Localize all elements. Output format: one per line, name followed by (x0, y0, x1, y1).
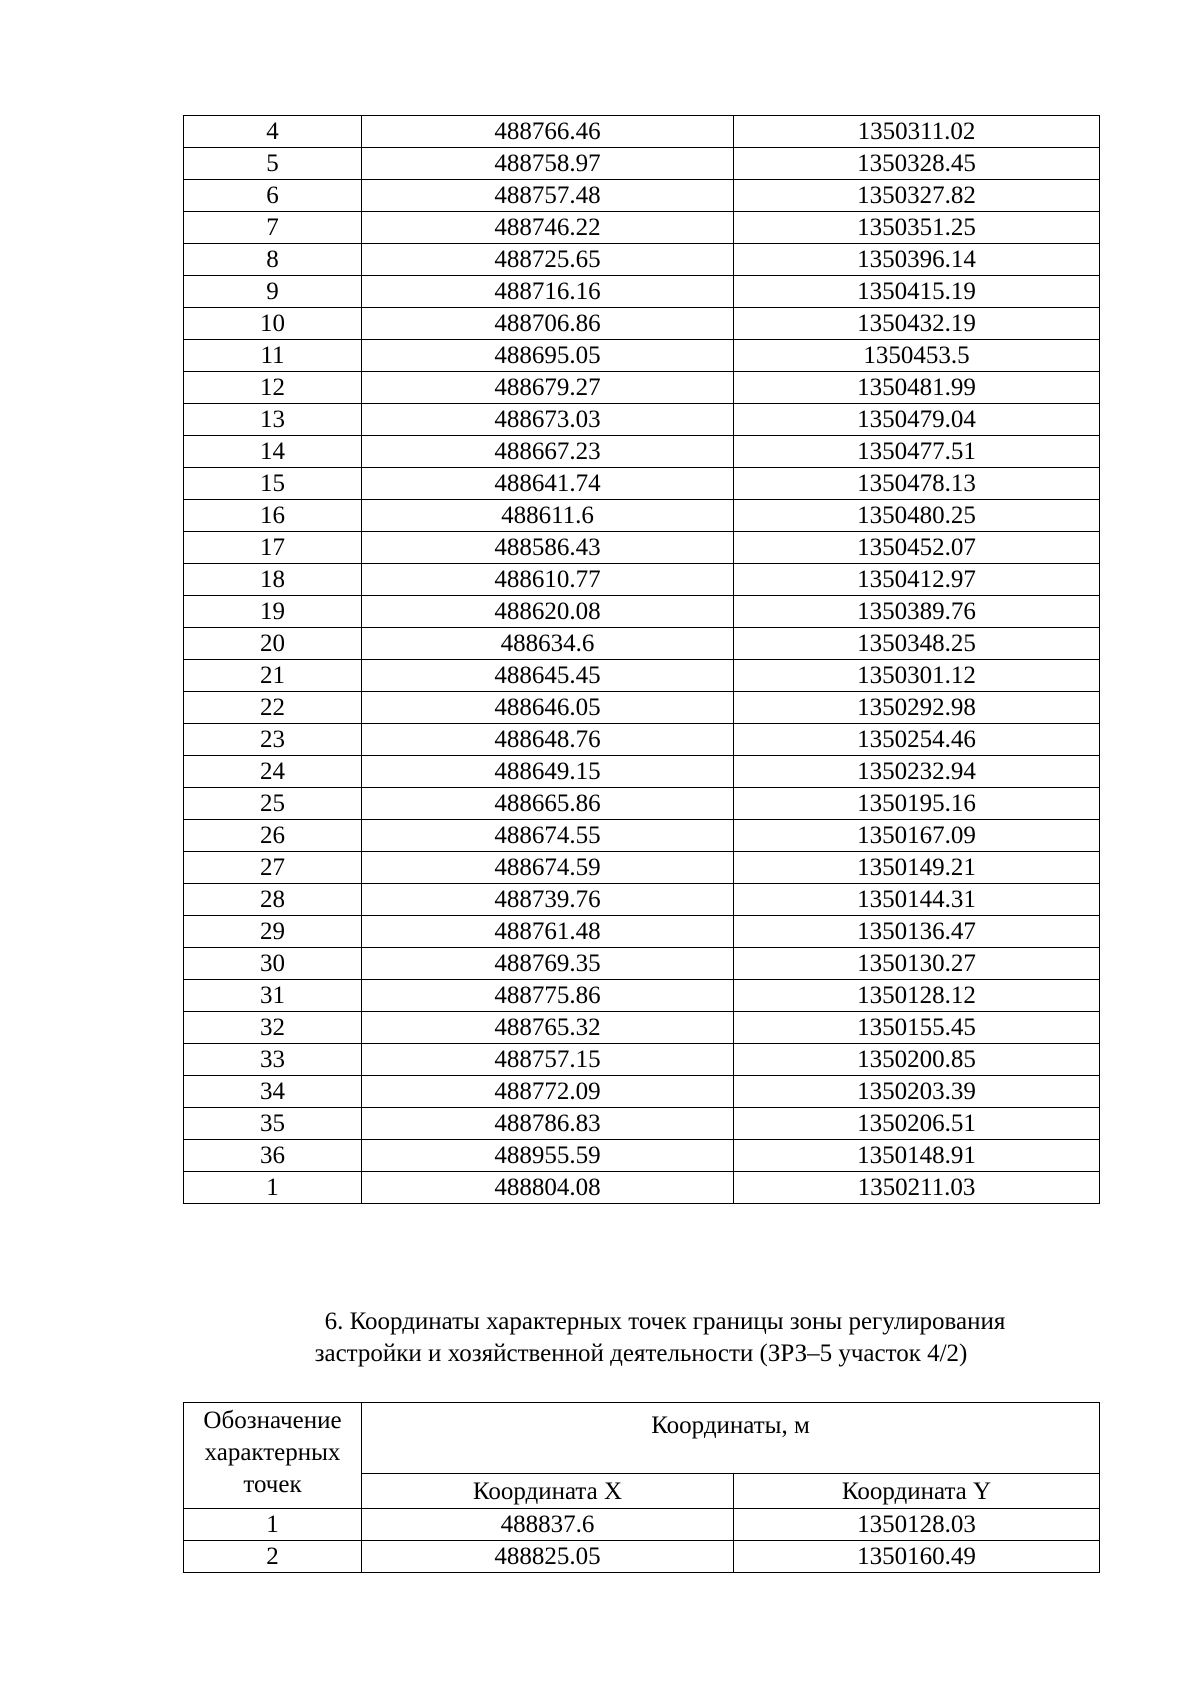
table-row (184, 404, 1100, 436)
table-row (184, 628, 1100, 660)
coordinates-table-body (184, 1509, 1100, 1573)
point-number-cell: 19 (184, 596, 362, 628)
coordinate-y-cell: 1350478.13 (734, 468, 1100, 500)
table-row (184, 1012, 1100, 1044)
coordinate-y-cell: 1350412.97 (734, 564, 1100, 596)
coordinate-y-cell: 1350479.04 (734, 404, 1100, 436)
table-row (184, 1509, 1100, 1541)
coordinate-y-cell: 1350149.21 (734, 852, 1100, 884)
coordinate-y-cell: 1350206.51 (734, 1108, 1100, 1140)
coordinate-y-cell: 1350128.12 (734, 980, 1100, 1012)
coordinate-y-cell: 1350232.94 (734, 756, 1100, 788)
table-row (184, 212, 1100, 244)
coordinates-table-body (184, 116, 1100, 1204)
coordinate-x-cell: 488706.86 (362, 308, 734, 340)
point-number-cell: 2 (184, 1541, 362, 1573)
table-row (184, 244, 1100, 276)
table-row (184, 788, 1100, 820)
table-row (184, 980, 1100, 1012)
point-number-cell: 15 (184, 468, 362, 500)
coordinate-x-cell: 488758.97 (362, 148, 734, 180)
coordinate-x-cell: 488761.48 (362, 916, 734, 948)
coordinate-x-cell: 488772.09 (362, 1076, 734, 1108)
point-number-cell: 28 (184, 884, 362, 916)
point-number-cell: 1 (184, 1172, 362, 1204)
table-row (184, 692, 1100, 724)
table-row (184, 468, 1100, 500)
coordinate-x-cell: 488746.22 (362, 212, 734, 244)
coordinate-y-cell: 1350477.51 (734, 436, 1100, 468)
coordinate-x-cell: 488825.05 (362, 1541, 734, 1573)
point-number-cell: 14 (184, 436, 362, 468)
table-header-row (184, 1403, 1100, 1474)
coordinate-x-cell: 488769.35 (362, 948, 734, 980)
point-number-cell: 4 (184, 116, 362, 148)
coordinate-x-cell: 488667.23 (362, 436, 734, 468)
coordinate-y-cell: 1350481.99 (734, 372, 1100, 404)
point-number-cell: 34 (184, 1076, 362, 1108)
point-number-cell: 10 (184, 308, 362, 340)
point-number-cell: 18 (184, 564, 362, 596)
table-row (184, 180, 1100, 212)
table-row (184, 1044, 1100, 1076)
coordinate-y-cell: 1350136.47 (734, 916, 1100, 948)
point-number-cell: 24 (184, 756, 362, 788)
header-coordinate-y: Координата Y (734, 1474, 1100, 1509)
coordinate-y-cell: 1350415.19 (734, 276, 1100, 308)
point-number-cell: 27 (184, 852, 362, 884)
table-row (184, 500, 1100, 532)
coordinate-x-cell: 488646.05 (362, 692, 734, 724)
header-point-designation: Обозначение характерных точек (184, 1403, 362, 1509)
point-number-cell: 13 (184, 404, 362, 436)
point-number-cell: 22 (184, 692, 362, 724)
coordinate-x-cell: 488673.03 (362, 404, 734, 436)
coordinate-x-cell: 488674.55 (362, 820, 734, 852)
table-row (184, 116, 1100, 148)
point-number-cell: 30 (184, 948, 362, 980)
coordinate-y-cell: 1350155.45 (734, 1012, 1100, 1044)
table-row (184, 820, 1100, 852)
coordinate-x-cell: 488804.08 (362, 1172, 734, 1204)
coordinates-table-continued (183, 115, 1100, 1204)
coordinate-y-cell: 1350211.03 (734, 1172, 1100, 1204)
coordinate-x-cell: 488674.59 (362, 852, 734, 884)
header-coordinate-x: Координата X (362, 1474, 734, 1509)
coordinate-y-cell: 1350148.91 (734, 1140, 1100, 1172)
coordinate-x-cell: 488649.15 (362, 756, 734, 788)
coordinate-x-cell: 488695.05 (362, 340, 734, 372)
section-heading-line-2: застройки и хозяйственной деятельности (ЗРЗ–5 участок 4/2) (314, 1340, 968, 1367)
table-row (184, 756, 1100, 788)
table-row (184, 852, 1100, 884)
coordinate-y-cell: 1350128.03 (734, 1509, 1100, 1541)
coordinate-x-cell: 488634.6 (362, 628, 734, 660)
coordinate-y-cell: 1350200.85 (734, 1044, 1100, 1076)
coordinate-y-cell: 1350389.76 (734, 596, 1100, 628)
table-row (184, 660, 1100, 692)
point-number-cell: 21 (184, 660, 362, 692)
coordinate-y-cell: 1350452.07 (734, 532, 1100, 564)
table-row (184, 948, 1100, 980)
section-heading-line-1: 6. Координаты характерных точек границы зоны регулирования (324, 1308, 1006, 1335)
point-number-cell: 7 (184, 212, 362, 244)
table-row (184, 276, 1100, 308)
coordinate-x-cell: 488837.6 (362, 1509, 734, 1541)
coordinate-y-cell: 1350144.31 (734, 884, 1100, 916)
table-row (184, 564, 1100, 596)
coordinate-y-cell: 1350348.25 (734, 628, 1100, 660)
table-row (184, 1541, 1100, 1573)
coordinate-y-cell: 1350328.45 (734, 148, 1100, 180)
point-number-cell: 23 (184, 724, 362, 756)
coordinate-x-cell: 488641.74 (362, 468, 734, 500)
coordinate-x-cell: 488665.86 (362, 788, 734, 820)
coordinate-x-cell: 488679.27 (362, 372, 734, 404)
coordinate-y-cell: 1350203.39 (734, 1076, 1100, 1108)
coordinate-x-cell: 488766.46 (362, 116, 734, 148)
point-number-cell: 31 (184, 980, 362, 1012)
section-heading (183, 1306, 1099, 1370)
header-coordinates: Координаты, м (362, 1403, 1100, 1474)
table-row (184, 1140, 1100, 1172)
table-row (184, 1172, 1100, 1204)
table-row (184, 308, 1100, 340)
coordinate-y-cell: 1350351.25 (734, 212, 1100, 244)
coordinate-y-cell: 1350292.98 (734, 692, 1100, 724)
point-number-cell: 29 (184, 916, 362, 948)
coordinate-y-cell: 1350311.02 (734, 116, 1100, 148)
coordinate-y-cell: 1350327.82 (734, 180, 1100, 212)
table-row (184, 724, 1100, 756)
coordinate-y-cell: 1350432.19 (734, 308, 1100, 340)
point-number-cell: 26 (184, 820, 362, 852)
coordinates-table-zrz5-plot-4-2 (183, 1402, 1100, 1573)
table-row (184, 340, 1100, 372)
coordinate-y-cell: 1350453.5 (734, 340, 1100, 372)
coordinate-x-cell: 488586.43 (362, 532, 734, 564)
coordinate-y-cell: 1350480.25 (734, 500, 1100, 532)
point-number-cell: 17 (184, 532, 362, 564)
coordinate-x-cell: 488757.15 (362, 1044, 734, 1076)
coordinate-x-cell: 488645.45 (362, 660, 734, 692)
coordinate-x-cell: 488775.86 (362, 980, 734, 1012)
point-number-cell: 5 (184, 148, 362, 180)
table-row (184, 372, 1100, 404)
table-row (184, 916, 1100, 948)
coordinate-x-cell: 488955.59 (362, 1140, 734, 1172)
point-number-cell: 12 (184, 372, 362, 404)
coordinate-x-cell: 488725.65 (362, 244, 734, 276)
table-row (184, 148, 1100, 180)
coordinate-x-cell: 488610.77 (362, 564, 734, 596)
coordinate-x-cell: 488739.76 (362, 884, 734, 916)
point-number-cell: 20 (184, 628, 362, 660)
table-row (184, 1108, 1100, 1140)
point-number-cell: 11 (184, 340, 362, 372)
point-number-cell: 32 (184, 1012, 362, 1044)
coordinate-x-cell: 488786.83 (362, 1108, 734, 1140)
coordinate-y-cell: 1350301.12 (734, 660, 1100, 692)
coordinate-y-cell: 1350130.27 (734, 948, 1100, 980)
coordinate-x-cell: 488765.32 (362, 1012, 734, 1044)
coordinate-x-cell: 488620.08 (362, 596, 734, 628)
point-number-cell: 25 (184, 788, 362, 820)
coordinate-y-cell: 1350160.49 (734, 1541, 1100, 1573)
coordinate-y-cell: 1350167.09 (734, 820, 1100, 852)
point-number-cell: 16 (184, 500, 362, 532)
point-number-cell: 33 (184, 1044, 362, 1076)
point-number-cell: 6 (184, 180, 362, 212)
point-number-cell: 9 (184, 276, 362, 308)
coordinate-y-cell: 1350195.16 (734, 788, 1100, 820)
table-row (184, 436, 1100, 468)
coordinate-y-cell: 1350396.14 (734, 244, 1100, 276)
point-number-cell: 35 (184, 1108, 362, 1140)
point-number-cell: 8 (184, 244, 362, 276)
coordinate-x-cell: 488648.76 (362, 724, 734, 756)
coordinate-y-cell: 1350254.46 (734, 724, 1100, 756)
coordinate-x-cell: 488611.6 (362, 500, 734, 532)
point-number-cell: 1 (184, 1509, 362, 1541)
table-row (184, 596, 1100, 628)
coordinate-x-cell: 488757.48 (362, 180, 734, 212)
table-row (184, 1076, 1100, 1108)
point-number-cell: 36 (184, 1140, 362, 1172)
table-row (184, 884, 1100, 916)
table-row (184, 532, 1100, 564)
coordinate-x-cell: 488716.16 (362, 276, 734, 308)
